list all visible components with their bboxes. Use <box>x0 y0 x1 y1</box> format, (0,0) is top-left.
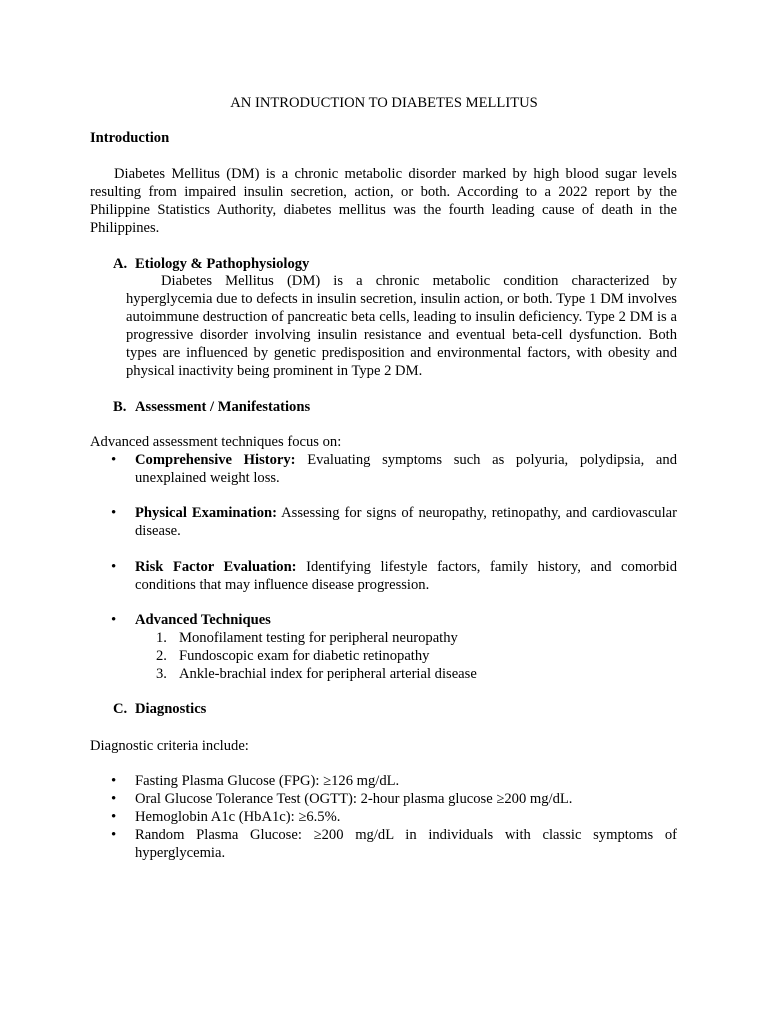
assessment-item-label: Physical Examination: <box>135 505 277 521</box>
section-a-title: Etiology & Pathophysiology <box>135 256 310 272</box>
technique-number: 1. <box>156 630 167 646</box>
introduction-heading: Introduction <box>90 130 170 146</box>
section-a-heading <box>113 255 309 273</box>
technique-item: Ankle-brachial index for peripheral arterial disease <box>179 666 477 682</box>
section-c-marker: C. <box>113 701 128 717</box>
assessment-item-text: Evaluating symptoms such as polyuria, polydipsia, and unexplained weight loss. <box>135 452 678 486</box>
section-b-heading <box>113 398 310 416</box>
criteria-item: Fasting Plasma Glucose (FPG): ≥126 mg/dL. <box>135 773 400 789</box>
assessment-item-label: Risk Factor Evaluation: <box>135 559 297 575</box>
section-b-marker: B. <box>113 399 127 415</box>
technique-item: Monofilament testing for peripheral neuropathy <box>179 630 458 646</box>
introduction-paragraph: Diabetes Mellitus (DM) is a chronic metabolic disorder marked by high blood sugar levels resulting from impaired insulin secretion, action, or both. According to a 2022 report by the Philippine Statistics Authority, diabetes mellitus was the fourth leading cause of death in the Philippines. <box>90 166 677 236</box>
bullet-icon: • <box>111 827 117 843</box>
section-b-lead: Advanced assessment techniques focus on: <box>90 434 342 450</box>
criteria-item: Random Plasma Glucose: ≥200 mg/dL in individuals with classic symptoms of hyperglycemia. <box>135 827 677 861</box>
bullet-icon: • <box>111 773 117 789</box>
criteria-item: Hemoglobin A1c (HbA1c): ≥6.5%. <box>135 809 341 825</box>
assessment-item-text: Assessing for signs of neuropathy, retinopathy, and cardiovascular disease. <box>135 505 678 539</box>
section-c-title: Diagnostics <box>135 701 207 717</box>
section-c-lead: Diagnostic criteria include: <box>90 738 249 754</box>
section-c-heading <box>113 700 206 718</box>
technique-item: Fundoscopic exam for diabetic retinopathy <box>179 648 430 664</box>
assessment-item <box>135 451 677 487</box>
technique-number: 2. <box>156 648 167 664</box>
bullet-icon: • <box>111 505 117 521</box>
bullet-icon: • <box>111 559 117 575</box>
bullet-icon: • <box>111 809 117 825</box>
technique-number: 3. <box>156 666 167 682</box>
section-b-title: Assessment / Manifestations <box>135 399 311 415</box>
bullet-icon: • <box>111 791 117 807</box>
assessment-item-text: Identifying lifestyle factors, family history, and comorbid conditions that may influence disease progression. <box>135 559 677 593</box>
criteria-item: Oral Glucose Tolerance Test (OGTT): 2-hour plasma glucose ≥200 mg/dL. <box>135 791 573 807</box>
document-title: AN INTRODUCTION TO DIABETES MELLITUS <box>230 95 538 111</box>
assessment-item <box>135 558 677 594</box>
section-a-paragraph: Diabetes Mellitus (DM) is a chronic metabolic condition characterized by hyperglycemia due to defects in insulin secretion, insulin action, or both. Type 1 DM involves autoimmune destruction of pancreatic beta cells, leading to insulin deficiency. Type 2 DM is a progressive disorder involving insulin resistance and eventual beta-cell dysfunction. Both types are influenced by genetic predisposition and environmental factors, with obesity and physical inactivity being prominent in Type 2 DM. <box>126 273 677 379</box>
assessment-item <box>135 504 677 540</box>
section-a-marker: A. <box>113 256 128 272</box>
bullet-icon: • <box>111 612 117 628</box>
bullet-icon: • <box>111 452 117 468</box>
assessment-item-label: Comprehensive History: <box>135 452 296 468</box>
assessment-item-label: Advanced Techniques <box>135 612 271 628</box>
